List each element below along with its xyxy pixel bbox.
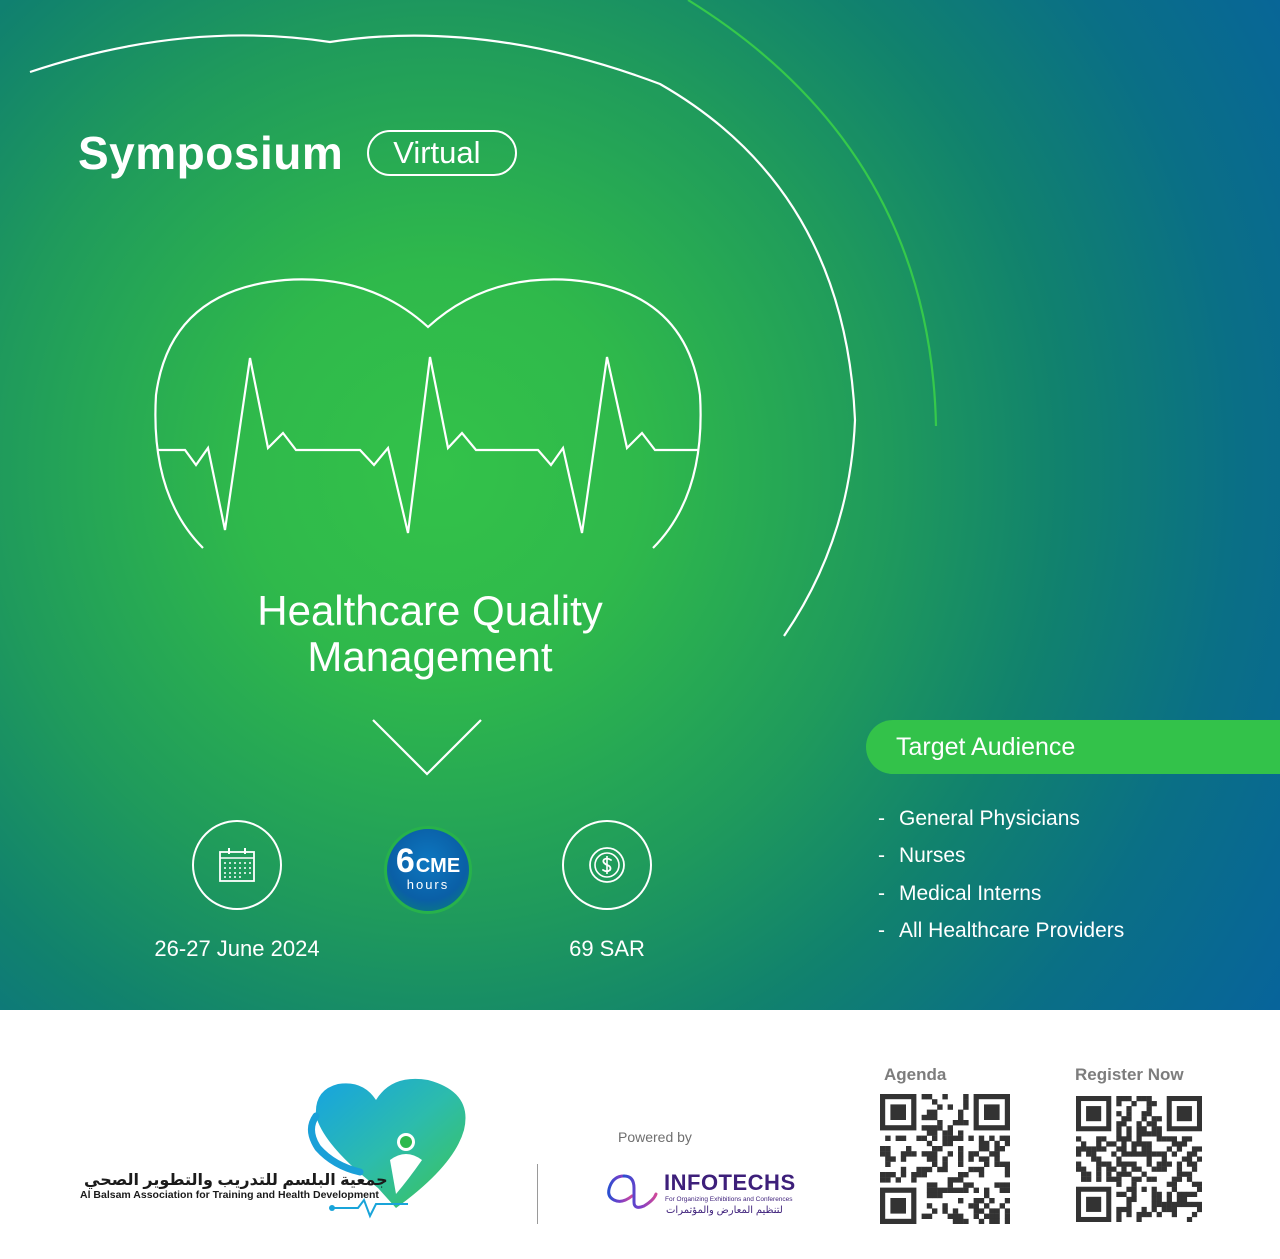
cme-unit: CME <box>415 855 461 877</box>
event-date: 26-27 June 2024 <box>154 936 320 961</box>
cme-label: hours <box>406 877 450 892</box>
footer-divider <box>537 1164 538 1224</box>
sponsor-name: INFOTECHS <box>664 1170 796 1195</box>
event-type: Symposium <box>78 127 344 179</box>
list-item: - All Healthcare Providers <box>878 919 1125 943</box>
agenda-qr-label: Agenda <box>884 1065 947 1084</box>
powered-by-label: Powered by <box>618 1129 692 1145</box>
target-audience-heading: Target Audience <box>866 720 1280 774</box>
sponsor-tagline-arabic: لتنظيم المعارض والمؤتمرات <box>666 1205 783 1216</box>
cme-number: 6 <box>395 842 415 880</box>
target-audience-list <box>878 800 1124 950</box>
chevron-down-icon <box>373 720 481 774</box>
organizer-name-arabic: جمعية البلسم للتدريب والتطوير الصحي <box>84 1172 388 1189</box>
sponsor-tagline-english: For Organizing Exhibitions and Conferences <box>665 1196 793 1203</box>
calendar-icon <box>192 820 282 910</box>
register-qr-code[interactable] <box>1076 1096 1202 1227</box>
list-item: - Medical Interns <box>878 881 1042 905</box>
register-qr-label: Register Now <box>1075 1065 1184 1084</box>
list-item: - General Physicians <box>878 806 1080 830</box>
cme-hours-badge <box>384 826 472 914</box>
infotechs-logo-icon <box>604 1170 660 1214</box>
qr-code-icon <box>880 1094 1010 1224</box>
title-row <box>78 126 517 180</box>
organizer-name-english: Al Balsam Association for Training and Health Development <box>80 1189 379 1201</box>
ecg-line <box>158 357 698 533</box>
price-info <box>507 820 707 962</box>
event-title-line1: Healthcare Quality <box>257 587 603 634</box>
dollar-coin-icon <box>562 820 652 910</box>
qr-code-icon <box>1076 1096 1202 1222</box>
event-mode-badge: Virtual <box>367 130 516 176</box>
event-title-line2: Management <box>307 633 553 680</box>
list-item: - Nurses <box>878 844 966 868</box>
event-title <box>180 588 680 680</box>
agenda-qr-code[interactable] <box>880 1094 1010 1229</box>
date-info <box>137 820 337 962</box>
event-price: 69 SAR <box>569 936 645 961</box>
